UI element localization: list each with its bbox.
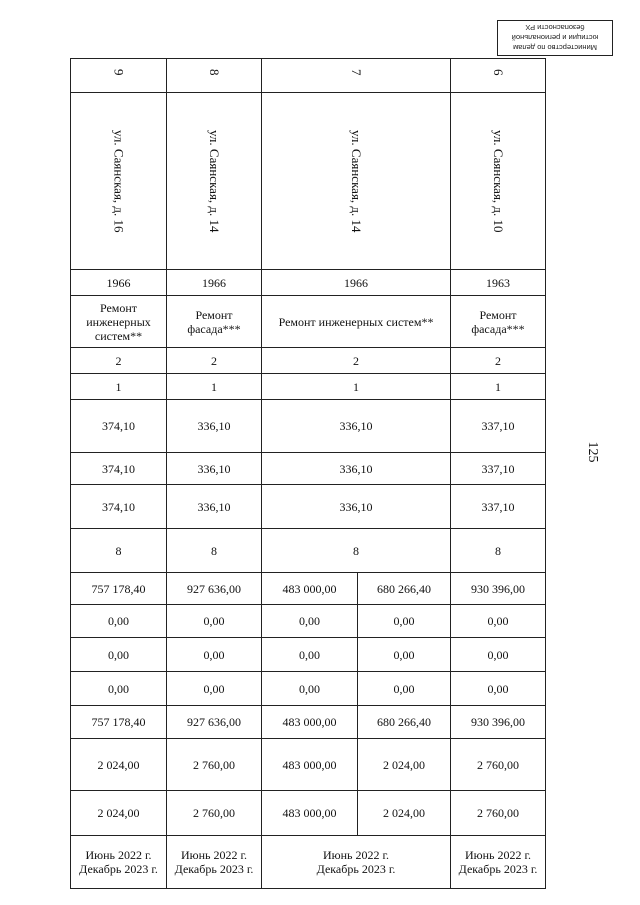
table-cell: 0,00 xyxy=(167,638,262,672)
table-cell: 1 xyxy=(71,374,167,400)
period-end: Декабрь 2023 г. xyxy=(174,862,254,876)
period-start: Июнь 2022 г. xyxy=(322,848,390,862)
column-number: 8 xyxy=(207,68,222,75)
table-cell: 0,00 xyxy=(451,672,546,706)
table-cell: 1 xyxy=(167,374,262,400)
work-type-cell: Ремонт фасада*** xyxy=(167,296,262,348)
table-cell: 483 000,00 xyxy=(262,706,358,739)
address-text: ул. Саянская, д. 16 xyxy=(111,129,127,233)
table-cell: 0,00 xyxy=(358,638,451,672)
table-cell: 0,00 xyxy=(451,605,546,638)
table-cell: 0,00 xyxy=(262,605,358,638)
address-text: ул. Саянская, д. 14 xyxy=(207,129,222,233)
table-cell: 337,10 xyxy=(451,453,546,485)
table-cell: 8 xyxy=(167,529,262,573)
table-cell: 483 000,00 xyxy=(262,573,358,605)
period-cell xyxy=(71,836,167,889)
ministry-stamp xyxy=(497,20,613,56)
table-cell: 0,00 xyxy=(71,672,167,706)
period-start: Июнь 2022 г. xyxy=(180,848,248,862)
work-type-cell: Ремонт фасада*** xyxy=(451,296,546,348)
table-cell: 930 396,00 xyxy=(451,573,546,605)
year-cell: 1963 xyxy=(451,270,546,296)
table-row xyxy=(71,672,546,706)
table-cell: 8 xyxy=(71,529,167,573)
table-row xyxy=(71,374,546,400)
period-end: Декабрь 2023 г. xyxy=(458,862,538,876)
table-cell: 336,10 xyxy=(167,400,262,453)
period-end: Декабрь 2023 г. xyxy=(79,862,158,876)
table-row xyxy=(71,348,546,374)
table-cell xyxy=(167,59,262,93)
table-cell: 2 024,00 xyxy=(71,739,167,791)
table-cell: 2 760,00 xyxy=(167,791,262,836)
period-start: Июнь 2022 г. xyxy=(464,848,532,862)
table-cell: 0,00 xyxy=(167,605,262,638)
table-cell: 2 760,00 xyxy=(451,791,546,836)
table-cell: 374,10 xyxy=(71,400,167,453)
table-cell: 930 396,00 xyxy=(451,706,546,739)
table-row-address xyxy=(71,93,546,270)
table-cell: 483 000,00 xyxy=(262,791,358,836)
table-cell: 336,10 xyxy=(262,400,451,453)
table-cell: 757 178,40 xyxy=(71,573,167,605)
table-cell xyxy=(262,93,451,270)
work-type-cell: Ремонт инженерных систем** xyxy=(262,296,451,348)
table-cell: 680 266,40 xyxy=(358,706,451,739)
period-start: Июнь 2022 г. xyxy=(85,848,152,862)
table-cell: 374,10 xyxy=(71,453,167,485)
table-cell xyxy=(167,93,262,270)
table-cell: 0,00 xyxy=(71,605,167,638)
address-text: ул. Саянская, д. 10 xyxy=(491,129,506,233)
column-number: 9 xyxy=(111,68,127,75)
table-cell: 337,10 xyxy=(451,485,546,529)
period-end: Декабрь 2023 г. xyxy=(316,862,396,876)
table-cell: 2 xyxy=(451,348,546,374)
table-cell: 1 xyxy=(262,374,451,400)
table-cell: 757 178,40 xyxy=(71,706,167,739)
table-cell: 1 xyxy=(451,374,546,400)
table-cell: 8 xyxy=(451,529,546,573)
table-row xyxy=(71,605,546,638)
table-cell: 2 024,00 xyxy=(358,791,451,836)
table-cell: 337,10 xyxy=(451,400,546,453)
table-row xyxy=(71,400,546,453)
table-cell: 2 xyxy=(262,348,451,374)
table-cell: 927 636,00 xyxy=(167,706,262,739)
work-type-cell: Ремонт инженерных систем** xyxy=(71,296,167,348)
table-cell: 2 760,00 xyxy=(167,739,262,791)
table-cell: 0,00 xyxy=(167,672,262,706)
table-cell: 483 000,00 xyxy=(262,739,358,791)
period-cell xyxy=(262,836,451,889)
column-number: 6 xyxy=(491,68,506,75)
table-cell: 2 024,00 xyxy=(358,739,451,791)
table-cell: 8 xyxy=(262,529,451,573)
table-row xyxy=(71,453,546,485)
table-row xyxy=(71,706,546,739)
table-row xyxy=(71,791,546,836)
stamp-line: безопасности РХ xyxy=(525,23,585,32)
table-cell: 336,10 xyxy=(167,485,262,529)
table-cell: 680 266,40 xyxy=(358,573,451,605)
table-cell: 2 xyxy=(71,348,167,374)
period-cell xyxy=(167,836,262,889)
table-row xyxy=(71,529,546,573)
table-cell: 336,10 xyxy=(262,453,451,485)
table-row xyxy=(71,573,546,605)
table-cell: 2 024,00 xyxy=(71,791,167,836)
repair-schedule-table xyxy=(70,58,546,889)
table-cell: 374,10 xyxy=(71,485,167,529)
table-cell: 336,10 xyxy=(262,485,451,529)
address-text: ул. Саянская, д. 14 xyxy=(349,129,364,233)
table-cell: 0,00 xyxy=(262,638,358,672)
table-row-number xyxy=(71,59,546,93)
year-cell: 1966 xyxy=(262,270,451,296)
table-cell: 927 636,00 xyxy=(167,573,262,605)
table-cell: 0,00 xyxy=(71,638,167,672)
table-row-work-type xyxy=(71,296,546,348)
stamp-line: Министерство по делам xyxy=(513,43,597,52)
table-cell: 0,00 xyxy=(262,672,358,706)
table-cell: 0,00 xyxy=(358,672,451,706)
table-cell xyxy=(451,93,546,270)
table-cell xyxy=(262,59,451,93)
stamp-line: юстиции и региональной xyxy=(511,33,599,42)
table-cell: 2 760,00 xyxy=(451,739,546,791)
table-row xyxy=(71,739,546,791)
year-cell: 1966 xyxy=(71,270,167,296)
table-row xyxy=(71,485,546,529)
column-number: 7 xyxy=(349,68,364,75)
table-cell xyxy=(451,59,546,93)
table-row-year xyxy=(71,270,546,296)
page-number: 125 xyxy=(585,441,600,463)
table-cell: 336,10 xyxy=(167,453,262,485)
table-cell: 0,00 xyxy=(358,605,451,638)
table-cell: 0,00 xyxy=(451,638,546,672)
year-cell: 1966 xyxy=(167,270,262,296)
table-cell xyxy=(71,93,167,270)
table-row-period xyxy=(71,836,546,889)
period-cell xyxy=(451,836,546,889)
table-row xyxy=(71,638,546,672)
table-cell xyxy=(71,59,167,93)
table-cell: 2 xyxy=(167,348,262,374)
